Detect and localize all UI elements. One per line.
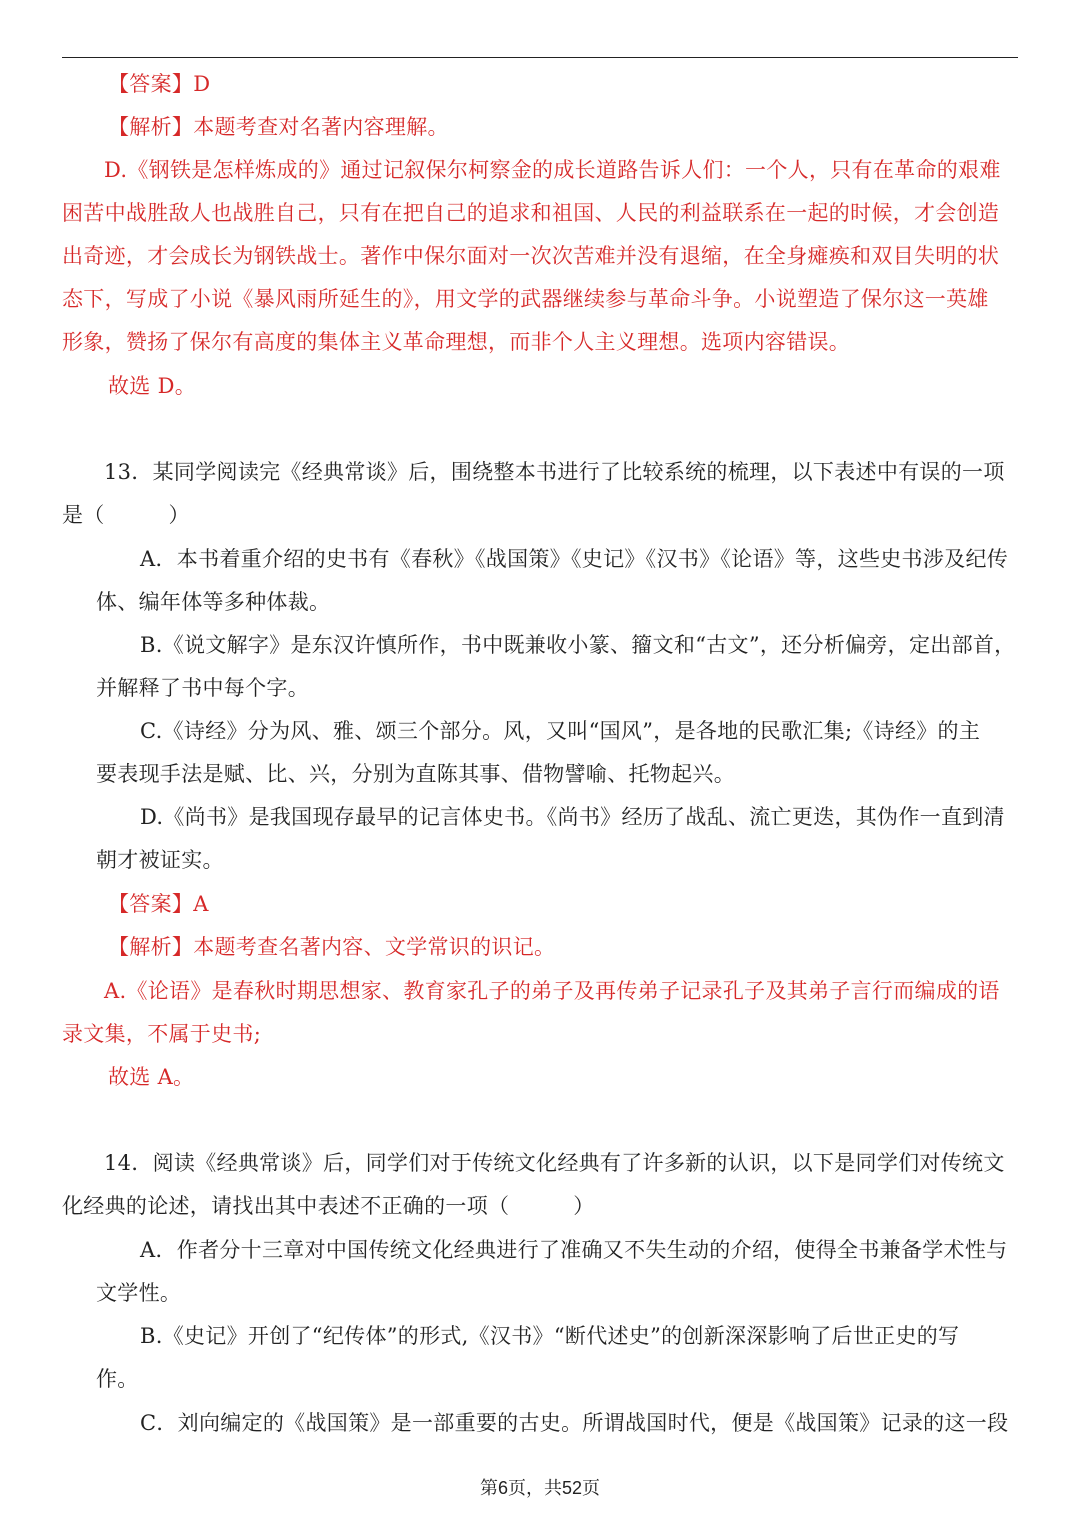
page-number: 第6页，共52页: [479, 1478, 601, 1498]
q13-explain-line: 录文集，不属于史书;: [62, 1022, 262, 1046]
q12-answer: [108, 69, 210, 99]
q14-stem-line: 化经典的论述，请找出其中表述不正确的一项（ ）: [62, 1194, 595, 1218]
q13-option-c-cont: 要表现手法是赋、比、兴，分别为直陈其事、借物譬喻、托物起兴。: [96, 762, 735, 786]
answer-value: D: [193, 72, 211, 96]
answer-label: 【答案】: [108, 892, 194, 916]
q13-answer: [108, 889, 209, 919]
q14-option-c: C．刘向编定的《战国策》是一部重要的古史。所谓战国时代，便是《战国策》记录的这一段: [140, 1411, 1009, 1435]
q13-option-d-cont: 朝才被证实。: [96, 848, 224, 872]
q13-option-c: C.《诗经》分为风、雅、颂三个部分。风，又叫“国风”，是各地的民歌汇集;《诗经》的主: [140, 719, 981, 743]
q14-option-a-cont: 文学性。: [96, 1281, 182, 1305]
q13-stem-line: 是（ ）: [62, 503, 190, 527]
header-rule: [62, 57, 1018, 58]
q13-option-a-cont: 体、编年体等多种体裁。: [96, 590, 331, 614]
q14-option-b-cont: 作。: [96, 1367, 139, 1391]
analysis-label: 【解析】: [108, 935, 194, 959]
q13-stem-line: 13．某同学阅读完《经典常谈》后，围绕整本书进行了比较系统的梳理，以下表述中有误的一项: [104, 460, 1005, 484]
q12-conclusion: 故选 D。: [108, 374, 197, 398]
q14-option-a: A．作者分十三章对中国传统文化经典进行了准确又不失生动的介绍，使得全书兼备学术性与: [140, 1238, 1008, 1262]
q13-explain-line: A.《论语》是春秋时期思想家、教育家孔子的弟子及再传弟子记录孔子及其弟子言行而编成的语: [104, 979, 1000, 1003]
q12-explain-line: D.《钢铁是怎样炼成的》通过记叙保尔柯察金的成长道路告诉人们：一个人，只有在革命的艰难: [104, 158, 1001, 182]
q13-option-b-cont: 并解释了书中每个字。: [96, 676, 309, 700]
q12-explain-line: 形象，赞扬了保尔有高度的集体主义革命理想，而非个人主义理想。选项内容错误。: [62, 330, 851, 354]
analysis-text: 本题考查名著内容、文学常识的识记。: [193, 935, 556, 959]
answer-label: 【答案】: [108, 72, 194, 96]
q14-stem-line: 14．阅读《经典常谈》后，同学们对于传统文化经典有了许多新的认识，以下是同学们对传统文: [104, 1151, 1005, 1175]
q13-option-d: D.《尚书》是我国现存最早的记言体史书。《尚书》经历了战乱、流亡更迭，其伪作一直到清: [140, 805, 1005, 829]
q13-option-b: B.《说文解字》是东汉许慎所作，书中既兼收小篆、籀文和“古文”，还分析偏旁，定出部首，: [140, 633, 1016, 657]
analysis-label: 【解析】: [108, 115, 194, 139]
q13-analysis: [108, 932, 555, 962]
analysis-text: 本题考查对名著内容理解。: [193, 115, 449, 139]
q12-explain-line: 困苦中战胜敌人也战胜自己，只有在把自己的追求和祖国、人民的利益联系在一起的时候，才会创造: [62, 201, 1000, 225]
q12-explain-line: 出奇迹，才会成长为钢铁战士。著作中保尔面对一次次苦难并没有退缩，在全身瘫痪和双目失明的状: [62, 244, 1000, 268]
answer-value: A: [193, 892, 209, 916]
q12-analysis: [108, 112, 449, 142]
q14-option-b: B.《史记》开创了“纪传体”的形式,《汉书》“断代述史”的创新深深影响了后世正史的写: [140, 1324, 960, 1348]
q13-option-a: A．本书着重介绍的史书有《春秋》《战国策》《史记》《汉书》《论语》等，这些史书涉及纪传: [140, 547, 1009, 571]
q12-explain-line: 态下，写成了小说《暴风雨所延生的》，用文学的武器继续参与革命斗争。小说塑造了保尔这一英雄: [62, 287, 989, 311]
q13-conclusion: 故选 A。: [108, 1065, 195, 1089]
